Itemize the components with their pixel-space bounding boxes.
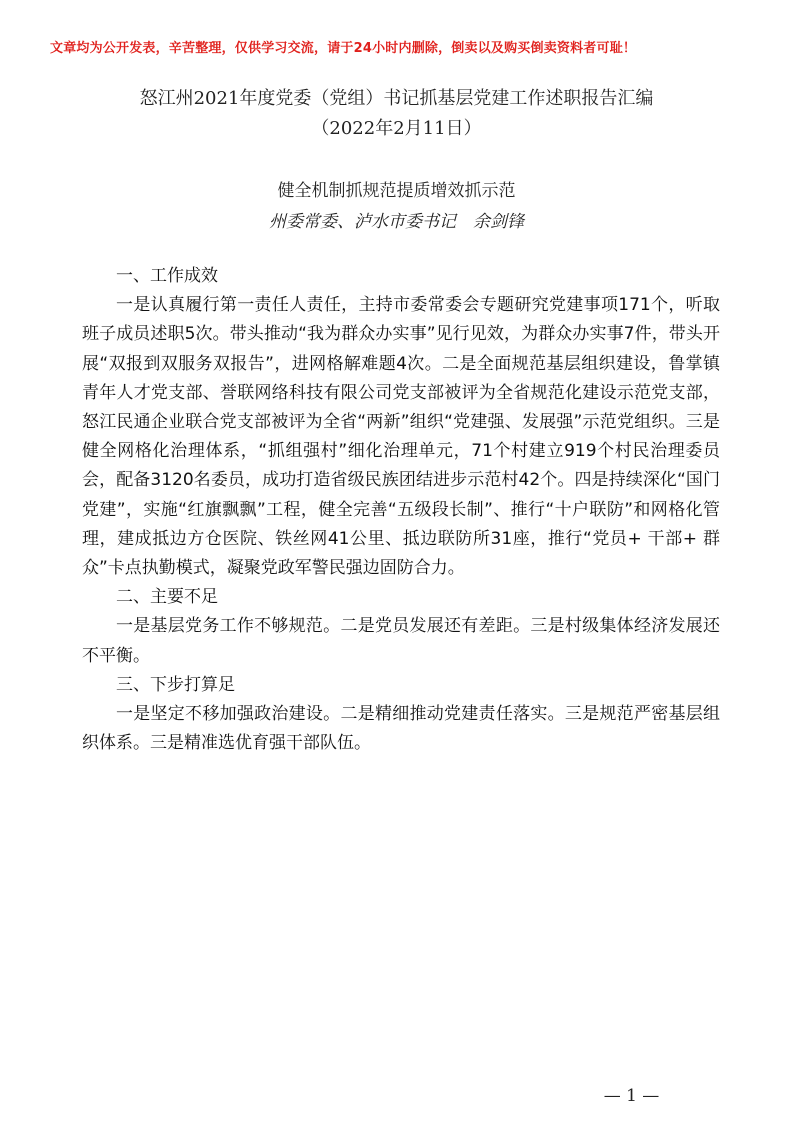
document-date: （2022年2月11日） <box>311 118 482 139</box>
section-heading-achievements: 一、工作成效 <box>116 266 218 286</box>
page-number: — 1 — <box>603 1086 660 1106</box>
article-author: 州委常委、泸水市委书记 余剑锋 <box>269 212 524 232</box>
document-title: 怒江州2021年度党委（党组）书记抓基层党建工作述职报告汇编 <box>139 88 654 109</box>
section-body-shortcomings: 一是基层党务工作不够规范。二是党员发展还有差距。三是村级集体经济发展还不平衡。 <box>82 616 720 666</box>
section-body-next-steps: 一是坚定不移加强政治建设。二是精细推动党建责任落实。三是规范严密基层组织体系。三是精准选优育强干部队伍。 <box>82 704 720 754</box>
report-body <box>82 262 720 758</box>
section-heading-shortcomings: 二、主要不足 <box>116 587 218 608</box>
section-heading-next-steps: 三、下步打算足 <box>116 674 235 695</box>
copyright-notice: 文章均为公开发表，辛苦整理，仅供学习交流，请于24小时内删除，倒卖以及购买倒卖资料者可耻！ <box>50 41 637 56</box>
page-number-wrapper <box>0 1086 793 1106</box>
section-body-achievements: 一是认真履行第一责任人责任，主持市委常委会专题研究党建事项171个，听取班子成员述职5次。带头推动“我为群众办实事”见行见效，为群众办实事7件，带头开展“双报到双服务双报告”，进网格解难题4次。二是全面规范基层组织建设，鲁掌镇青年人才党支部、誉联网络科技有限公司党支部被评为全省规范化建设示范党支部，怒江民通企业联合党支部被评为全省“两新”组织“党建强、发展强”示范党组织。三是健全网格化治理体系，“抓组强村”细化治理单元，71个村建立919个村民治理委员会，配备3120名委员，成功打造省级民族团结进步示范村42个。四是持续深化“国门党建”，实施“红旗飘飘”工程，健全完善“五级段长制”、推行“十户联防”和网格化管理，建成抵边方仓医院、铁丝网41公里、抵边联防所31座，推行“党员+ 干部+ 群众”卡点执勤模式，凝聚党政军警民强边固防合力。 <box>82 295 720 579</box>
article-title: 健全机制抓规范提质增效抓示范 <box>277 181 516 201</box>
